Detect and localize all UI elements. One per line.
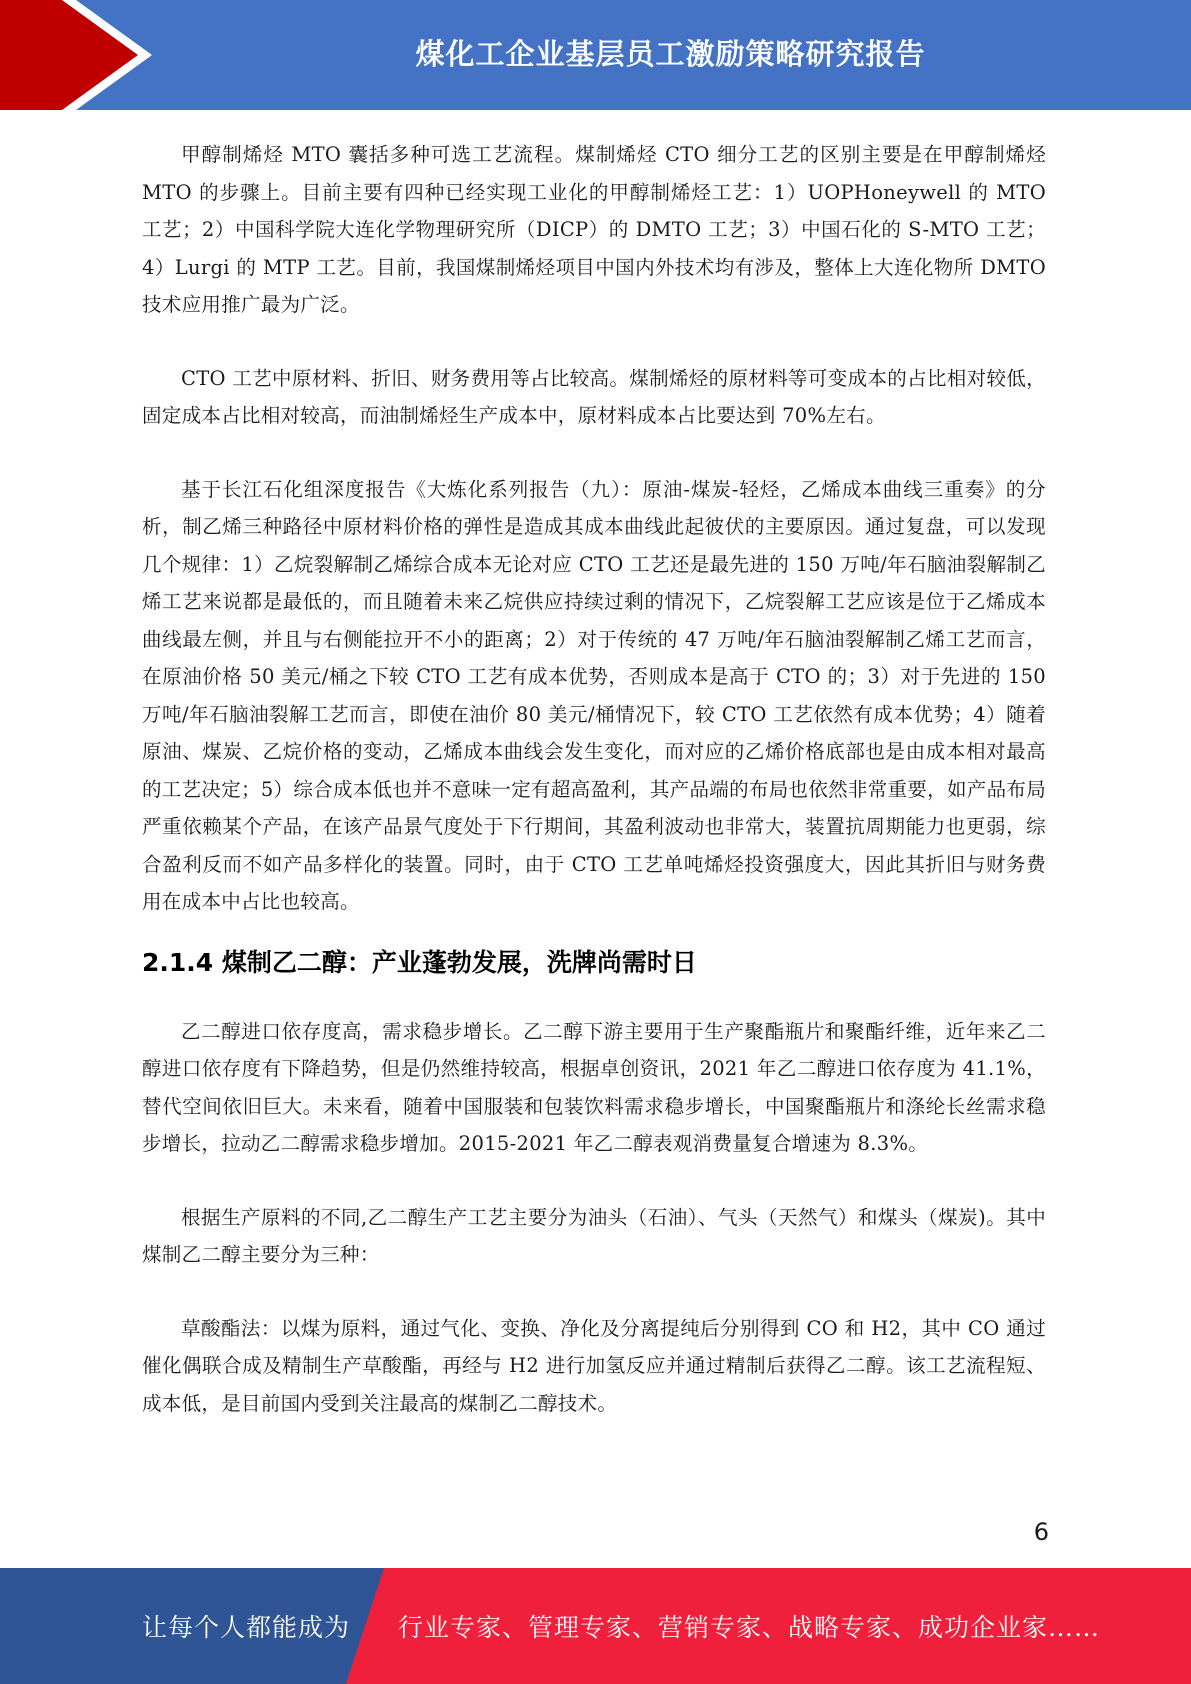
- paragraph: 乙二醇进口依存度高，需求稳步增长。乙二醇下游主要用于生产聚酯瓶片和聚酯纤维，近年来乙二醇进口依存度有下降趋势，但是仍然维持较高，根据卓创资讯，2021 年乙二醇进口依存度为 41.1%，替代空间依旧巨大。未来看，随着中国服装和包装饮料需求稳步增长，中国聚酯瓶片和涤纶长丝需求稳步增长，拉动乙二醇需求稳步增加。2015-2021 年乙二醇表观消费量复合增速为 8.3%。: [142, 1019, 1046, 1155]
- page-footer: [0, 1568, 1191, 1684]
- footer-slogan-right: 行业专家、管理专家、营销专家、战略专家、成功企业家……: [398, 1613, 1101, 1642]
- report-title: 煤化工企业基层员工激励策略研究报告: [415, 36, 926, 71]
- footer-slogan-left: 让每个人都能成为: [142, 1613, 351, 1642]
- page-header: [0, 0, 1191, 110]
- paragraph: 甲醇制烯烃 MTO 囊括多种可选工艺流程。煤制烯烃 CTO 细分工艺的区别主要是在甲醇制烯烃 MTO 的步骤上。目前主要有四种已经实现工业化的甲醇制烯烃工艺：1）UOPHoneywell 的 MTO 工艺；2）中国科学院大连化学物理研究所（DICP）的 DMTO 工艺；3）中国石化的 S-MTO 工艺；4）Lurgi 的 MTP 工艺。目前，我国煤制烯烃项目中国内外技术均有涉及，整体上大连化物所 DMTO 技术应用推广最为广泛。: [142, 143, 1046, 316]
- paragraph: 基于长江石化组深度报告《大炼化系列报告（九）：原油-煤炭-轻烃，乙烯成本曲线三重奏》的分析，制乙烯三种路径中原材料价格的弹性是造成其成本曲线此起彼伏的主要原因。通过复盘，可以发现几个规律：1）乙烷裂解制乙烯综合成本无论对应 CTO 工艺还是最先进的 150 万吨/年石脑油裂解制乙烯工艺来说都是最低的，而且随着未来乙烷供应持续过剩的情况下，乙烷裂解工艺应该是位于乙烯成本曲线最左侧，并且与右侧能拉开不小的距离；2）对于传统的 47 万吨/年石脑油裂解制乙烯工艺而言，在原油价格 50 美元/桶之下较 CTO 工艺有成本优势，否则成本是高于 CTO 的；3）对于先进的 150 万吨/年石脑油裂解工艺而言，即使在油价 80 美元/桶情况下，较 CTO 工艺依然有成本优势；4）随着原油、煤炭、乙烷价格的变动，乙烯成本曲线会发生变化，而对应的乙烯价格底部也是由成本相对最高的工艺决定；5）综合成本低也并不意味一定有超高盈利，其产品端的布局也依然非常重要，如产品布局严重依赖某个产品，在该产品景气度处于下行期间，其盈利波动也非常大，装置抗周期能力也更弱，综合盈利反而不如产品多样化的装置。同时，由于 CTO 工艺单吨烯烃投资强度大，因此其折旧与财务费用在成本中占比也较高。: [142, 477, 1046, 913]
- document-body: [142, 136, 1046, 1458]
- paragraph: 草酸酯法：以煤为原料，通过气化、变换、净化及分离提纯后分别得到 CO 和 H2，其中 CO 通过催化偶联合成及精制生产草酸酯，再经与 H2 进行加氢反应并通过精制后获得乙二醇。该工艺流程短、成本低，是目前国内受到关注最高的煤制乙二醇技术。: [142, 1316, 1046, 1415]
- page-number: 6: [1033, 1518, 1049, 1546]
- section-heading: 2.1.4 煤制乙二醇：产业蓬勃发展，洗牌尚需时日: [142, 947, 697, 977]
- paragraph: CTO 工艺中原材料、折旧、财务费用等占比较高。煤制烯烃的原材料等可变成本的占比相对较低，固定成本占比相对较高，而油制烯烃生产成本中，原材料成本占比要达到 70%左右。: [142, 366, 1046, 427]
- paragraph: 根据生产原料的不同,乙二醇生产工艺主要分为油头（石油）、气头（天然气）和煤头（煤炭)。其中煤制乙二醇主要分为三种：: [142, 1205, 1046, 1266]
